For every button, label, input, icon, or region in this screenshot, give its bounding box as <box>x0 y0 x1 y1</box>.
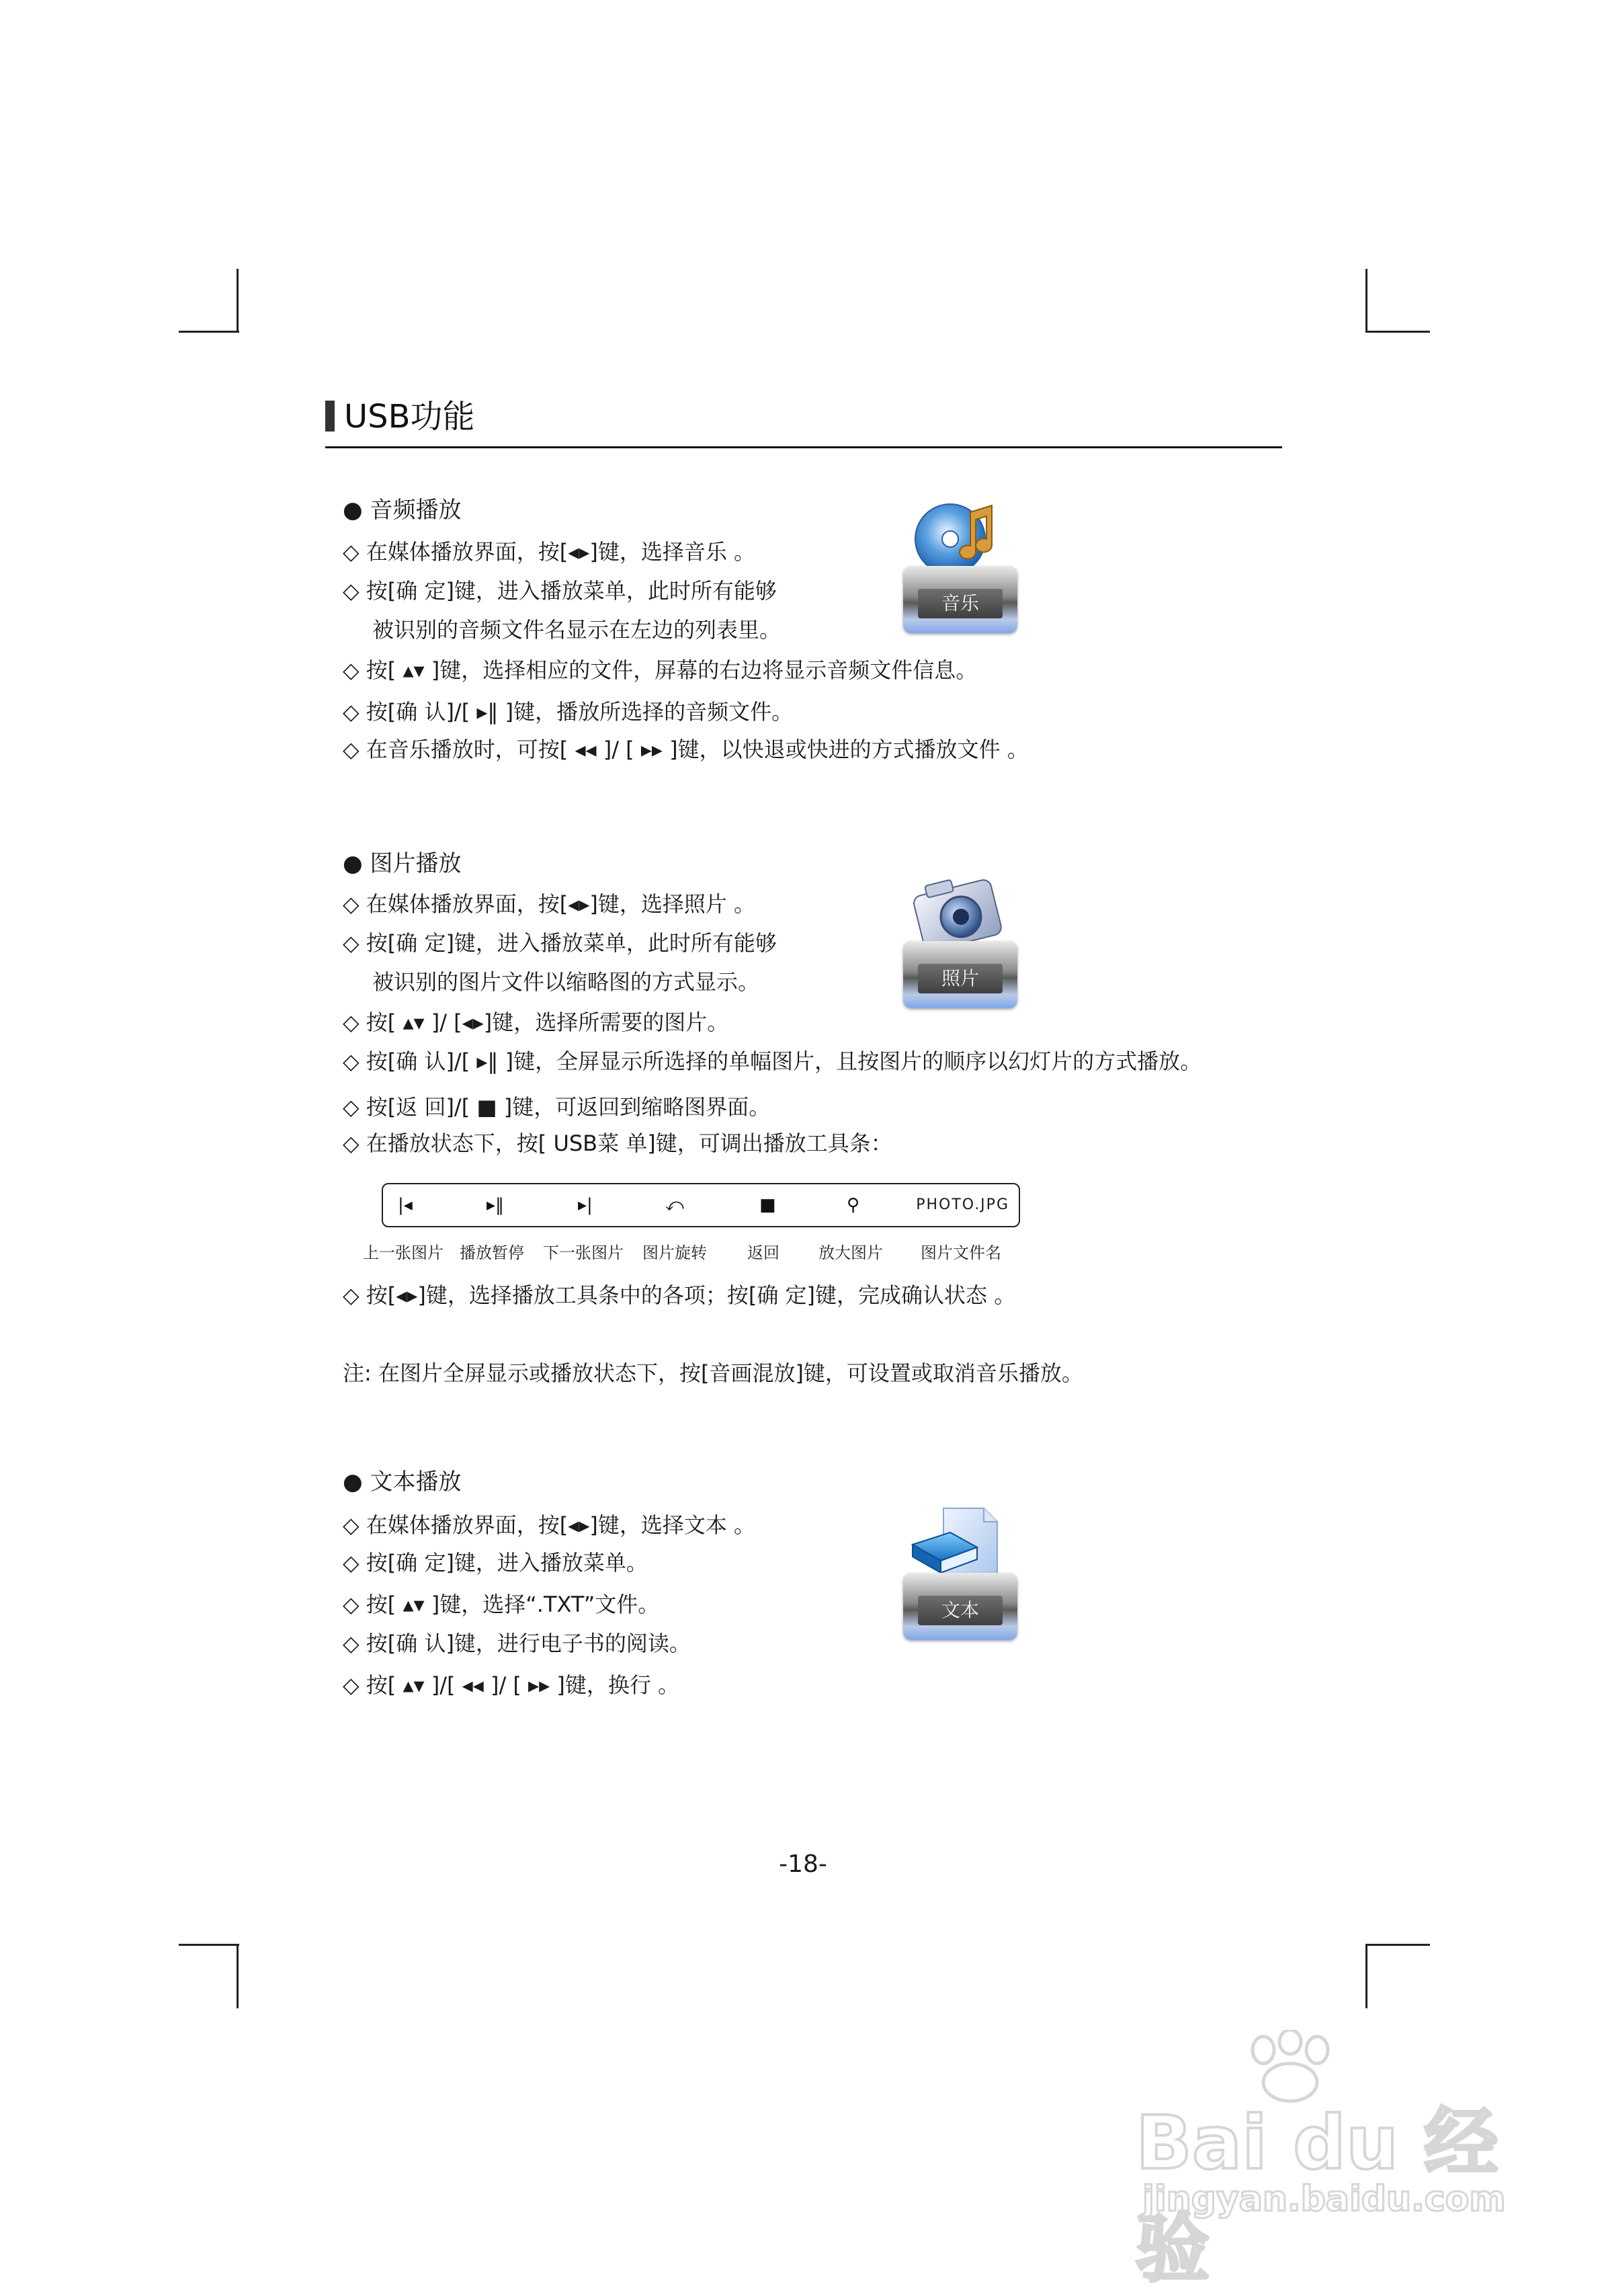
audio-line-2: ◇ 按[确 定]键，进入播放菜单，此时所有能够 <box>343 578 777 604</box>
crop-mark-tl-h <box>179 331 239 333</box>
photo-stand <box>903 941 1017 1008</box>
audio-line-1: ◇ 在媒体播放界面，按[◂▸]键，选择音乐 。 <box>343 539 756 565</box>
title-rule <box>325 446 1282 448</box>
music-stand <box>903 566 1017 633</box>
title-marker <box>325 401 335 432</box>
photo-toolbar <box>382 1183 1020 1227</box>
text-line-3: ◇ 按[ ▴▾ ]键，选择“.TXT”文件。 <box>343 1592 660 1617</box>
music-label: 音乐 <box>918 589 1003 618</box>
photo-line-1: ◇ 在媒体播放界面，按[◂▸]键，选择照片 。 <box>343 891 756 917</box>
photo-icon-box <box>903 874 1017 1008</box>
zoom-icon: ⚲ <box>847 1195 860 1215</box>
toolbar-label-playpause: 播放暂停 <box>460 1243 524 1262</box>
text-line-2: ◇ 按[确 定]键，进入播放菜单。 <box>343 1550 648 1575</box>
toolbar-label-prev: 上一张图片 <box>363 1243 444 1262</box>
watermark-url: jingyan.baidu.com <box>1142 2179 1506 2219</box>
photo-line-7: ◇ 在播放状态下，按[ USB菜 单]键，可调出播放工具条： <box>343 1131 892 1156</box>
baidu-watermark <box>1136 2030 1512 2292</box>
toolbar-label-zoom: 放大图片 <box>818 1243 883 1262</box>
toolbar-filename: PHOTO.JPG <box>916 1196 1009 1213</box>
toolbar-label-back: 返回 <box>747 1243 779 1262</box>
previous-icon: |◂ <box>398 1195 413 1215</box>
audio-heading: ● 音频播放 <box>343 497 462 524</box>
photo-heading: ● 图片播放 <box>343 850 462 877</box>
audio-line-3: 被识别的音频文件名显示在左边的列表里。 <box>372 617 782 643</box>
audio-line-5: ◇ 按[确 认]/[ ▸‖ ]键，播放所选择的音频文件。 <box>343 699 794 725</box>
photo-line-2: ◇ 按[确 定]键，进入播放菜单，此时所有能够 <box>343 930 777 956</box>
crop-mark-tl-v <box>237 269 239 332</box>
photo-line-6: ◇ 按[返 回]/[ ■ ]键，可返回到缩略图界面。 <box>343 1094 771 1120</box>
play-pause-icon: ▸‖ <box>487 1195 505 1215</box>
photo-line-4: ◇ 按[ ▴▾ ]/ [◂▸]键，选择所需要的图片。 <box>343 1010 729 1035</box>
music-icon-box <box>903 499 1017 633</box>
text-stand <box>903 1573 1017 1640</box>
crop-mark-br-v <box>1365 1944 1367 2008</box>
audio-line-6: ◇ 在音乐播放时，可按[ ◂◂ ]/ [ ▸▸ ]键，以快退或快进的方式播放文件 。 <box>343 737 1029 762</box>
text-icon-box <box>903 1506 1017 1640</box>
toolbar-label-next: 下一张图片 <box>543 1243 624 1262</box>
crop-mark-bl-v <box>237 1944 239 2008</box>
photo-label: 照片 <box>918 964 1003 993</box>
text-heading: ● 文本播放 <box>343 1469 462 1495</box>
toolbar-label-rotate: 图片旋转 <box>642 1243 707 1262</box>
watermark-logo: Bai du 经验 <box>1136 2100 1499 2292</box>
audio-line-4: ◇ 按[ ▴▾ ]键，选择相应的文件，屏幕的右边将显示音频文件信息。 <box>343 657 978 683</box>
text-line-5: ◇ 按[ ▴▾ ]/[ ◂◂ ]/ [ ▸▸ ]键，换行 。 <box>343 1672 680 1698</box>
photo-after-toolbar: ◇ 按[◂▸]键，选择播放工具条中的各项；按[确 定]键，完成确认状态 。 <box>343 1282 1016 1308</box>
section-title <box>325 395 1282 449</box>
crop-mark-br-h <box>1365 1944 1430 1946</box>
text-label: 文本 <box>918 1596 1003 1625</box>
next-icon: ▸| <box>578 1195 593 1215</box>
crop-mark-bl-h <box>179 1944 239 1946</box>
crop-mark-tr-h <box>1365 331 1430 333</box>
page-title: USB功能 <box>344 398 475 436</box>
rotate-icon: ⤺ <box>665 1195 684 1215</box>
crop-mark-tr-v <box>1365 269 1367 332</box>
text-line-1: ◇ 在媒体播放界面，按[◂▸]键，选择文本 。 <box>343 1512 756 1538</box>
page-number: -18- <box>779 1850 827 1878</box>
stop-icon: ■ <box>759 1195 776 1215</box>
photo-line-3: 被识别的图片文件以缩略图的方式显示。 <box>372 969 760 995</box>
photo-note: 注: 在图片全屏显示或播放状态下，按[音画混放]键，可设置或取消音乐播放。 <box>343 1360 1083 1386</box>
text-line-4: ◇ 按[确 认]键，进行电子书的阅读。 <box>343 1631 691 1656</box>
photo-line-5: ◇ 按[确 认]/[ ▸‖ ]键，全屏显示所选择的单幅图片，且按图片的顺序以幻灯片的方式播放。 <box>343 1049 1202 1074</box>
toolbar-label-filename: 图片文件名 <box>921 1243 1001 1262</box>
